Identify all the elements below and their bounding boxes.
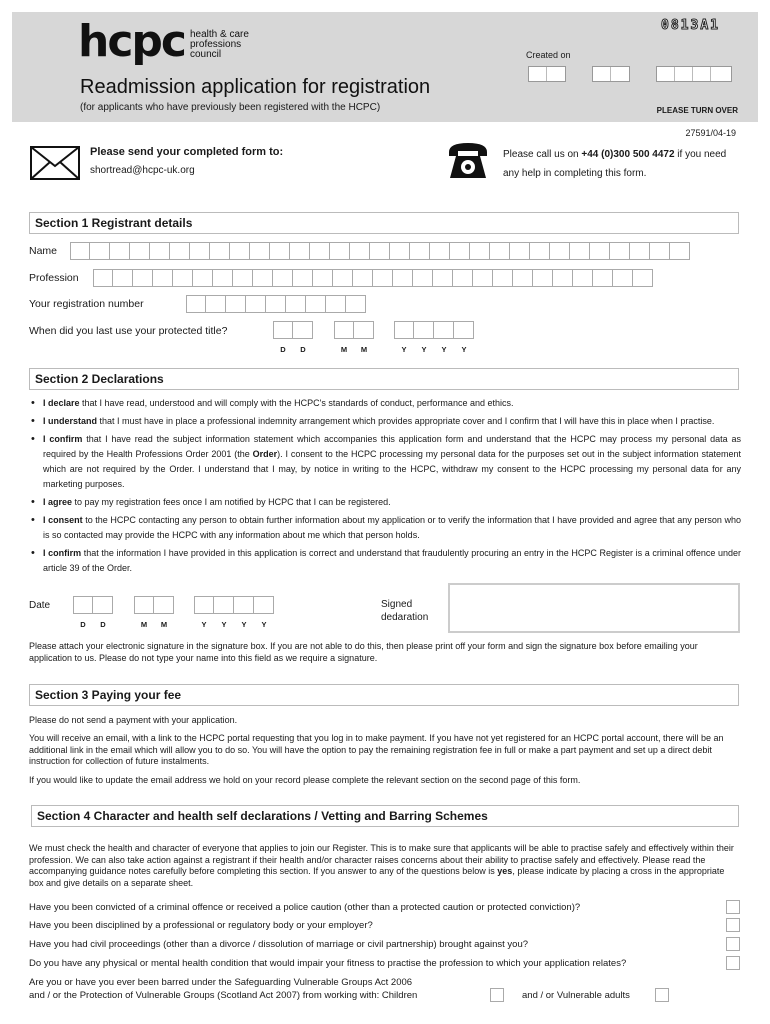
name-field[interactable] (70, 242, 690, 260)
question-health: Do you have any physical or mental health condition that would impair your fitness to practise the profession to which your application relates? (29, 958, 627, 969)
character-box[interactable] (390, 242, 410, 260)
declaration-year-letters: Y Y Y Y (201, 620, 267, 629)
payment-note-1: Please do not send a payment with your application. (29, 715, 238, 725)
help-phone-number: +44 (0)300 500 4472 (581, 149, 675, 160)
civil-checkbox[interactable] (726, 937, 740, 951)
hcpc-logo: hcpc (78, 16, 185, 67)
character-box[interactable] (190, 242, 210, 260)
turn-over-note: PLEASE TURN OVER (656, 106, 738, 115)
character-box[interactable] (286, 295, 306, 313)
section3-heading: Section 3 Paying your fee (29, 684, 739, 706)
character-box[interactable] (326, 295, 346, 313)
declaration-year-field[interactable] (194, 596, 274, 614)
character-box[interactable] (306, 295, 326, 313)
character-box[interactable] (414, 321, 434, 339)
name-label: Name (29, 245, 58, 257)
created-year-field[interactable] (656, 66, 732, 82)
telephone-icon (446, 140, 490, 182)
character-box[interactable] (430, 242, 450, 260)
character-box[interactable] (173, 269, 193, 287)
character-box[interactable] (711, 67, 729, 81)
character-box[interactable] (214, 596, 234, 614)
declarations-list (29, 396, 741, 579)
character-box[interactable] (210, 242, 230, 260)
page-subtitle: (for applicants who have previously been registered with the HCPC) (80, 102, 381, 113)
character-box[interactable] (670, 242, 690, 260)
character-box[interactable] (611, 67, 629, 81)
character-box[interactable] (313, 269, 333, 287)
last-use-day-letters: D D (280, 345, 306, 354)
page-title: Readmission application for registration (80, 76, 431, 98)
created-on-label: Created on (526, 50, 571, 60)
question-barred-line2: and / or the Protection of Vulnerable Groups (Scotland Act 2007) from working with: Children (29, 990, 418, 1001)
character-box[interactable] (633, 269, 653, 287)
question-disciplined: Have you been disciplined by a professional or regulatory body or your employer? (29, 920, 373, 931)
help-phone-text: Please call us on +44 (0)300 500 4472 if you need any help in completing this form. (503, 149, 727, 179)
character-box[interactable] (530, 242, 550, 260)
character-box[interactable] (110, 242, 130, 260)
character-box[interactable] (630, 242, 650, 260)
character-box[interactable] (433, 269, 453, 287)
character-box[interactable] (350, 242, 370, 260)
last-use-month-letters: M M (340, 345, 368, 354)
character-box[interactable] (230, 242, 250, 260)
character-box[interactable] (293, 321, 313, 339)
character-box[interactable] (553, 269, 573, 287)
character-box[interactable] (206, 295, 226, 313)
question-criminal: Have you been convicted of a criminal offence or received a police caution (other than a protected caution or protected conviction)? (29, 902, 581, 913)
form-reference: 27591/04-19 (685, 128, 736, 138)
character-box[interactable] (573, 269, 593, 287)
payment-note-3: If you would like to update the email address we hold on your record please complete the relevant section on the second page of this form. (29, 775, 581, 785)
character-box[interactable] (273, 269, 293, 287)
signature-note: Please attach your electronic signature in the signature box. If you are not able to do this, then please print off your form and sign the signature box before emailing your application to us. Please do not type your name into this field as we require a signature. (29, 641, 698, 663)
character-box[interactable] (330, 242, 350, 260)
character-box[interactable] (90, 242, 110, 260)
character-box[interactable] (490, 242, 510, 260)
character-box[interactable] (154, 596, 174, 614)
character-box[interactable] (547, 67, 565, 81)
character-box[interactable] (394, 321, 414, 339)
section4-intro: We must check the health and character of everyone that applies to join our Register. This is to make sure that applicants will be able to practise safely and effectively within their profession. We can also take action against a registrant if their health and/or character raises concerns about their ability to practise safely and effectively. Please read the accompanying guidance notes carefully before completing this section. If you answer to any of the questions below is yes, please indicate by placing a cross in the appropriate box and give details on a separate sheet. (29, 843, 734, 888)
character-box[interactable] (130, 242, 150, 260)
declaration-item: • I confirm that the information I have provided in this application is correct and understand that fraudulently procuring an entry in the HCPC Register is a criminal offence under article 39 of the Order. (29, 546, 741, 576)
declaration-month-letters: M M (140, 620, 168, 629)
header-band (12, 12, 758, 122)
last-use-month-field[interactable] (334, 321, 374, 339)
character-box[interactable] (234, 596, 254, 614)
character-box[interactable] (290, 242, 310, 260)
character-box[interactable] (273, 321, 293, 339)
form-code: 0813A1 (661, 18, 720, 33)
section4-heading: Section 4 Character and health self declarations / Vetting and Barring Schemes (31, 805, 739, 827)
character-box[interactable] (470, 242, 490, 260)
character-box[interactable] (570, 242, 590, 260)
profession-label: Profession (29, 272, 79, 284)
character-box[interactable] (293, 269, 313, 287)
character-box[interactable] (370, 242, 390, 260)
character-box[interactable] (657, 67, 675, 81)
character-box[interactable] (193, 269, 213, 287)
date-label: Date (29, 600, 51, 611)
character-box[interactable] (373, 269, 393, 287)
character-box[interactable] (246, 295, 266, 313)
character-box[interactable] (253, 269, 273, 287)
character-box[interactable] (250, 242, 270, 260)
character-box[interactable] (266, 295, 286, 313)
logo-subtitle: health & care professions council (190, 29, 249, 60)
character-box[interactable] (450, 242, 470, 260)
send-form-label: Please send your completed form to: (90, 146, 284, 158)
character-box[interactable] (226, 295, 246, 313)
character-box[interactable] (533, 269, 553, 287)
signature-box[interactable] (448, 583, 740, 633)
question-barred-line1: Are you or have you ever been barred under the Safeguarding Vulnerable Groups Act 2006 (29, 977, 413, 988)
character-box[interactable] (613, 269, 633, 287)
character-box[interactable] (473, 269, 493, 287)
character-box[interactable] (590, 242, 610, 260)
character-box[interactable] (93, 596, 113, 614)
character-box[interactable] (529, 67, 547, 81)
character-box[interactable] (186, 295, 206, 313)
character-box[interactable] (133, 269, 153, 287)
character-box[interactable] (454, 321, 474, 339)
created-day-field[interactable] (528, 66, 566, 82)
signed-declaration-label: Signed dedaration (381, 599, 429, 623)
criminal-checkbox[interactable] (726, 900, 740, 914)
character-box[interactable] (650, 242, 670, 260)
barred-children-checkbox[interactable] (490, 988, 504, 1002)
send-email-address: shortread@hcpc-uk.org (90, 165, 195, 176)
envelope-icon (30, 146, 80, 180)
character-box[interactable] (513, 269, 533, 287)
declaration-item: • I declare that I have read, understood and will comply with the HCPC's standards of conduct, performance and ethics. (29, 396, 741, 411)
character-box[interactable] (675, 67, 693, 81)
character-box[interactable] (70, 242, 90, 260)
character-box[interactable] (254, 596, 274, 614)
declaration-month-field[interactable] (134, 596, 174, 614)
registration-number-label: Your registration number (29, 298, 144, 310)
barred-adults-label: and / or Vulnerable adults (522, 990, 630, 1001)
character-box[interactable] (333, 269, 353, 287)
character-box[interactable] (310, 242, 330, 260)
character-box[interactable] (550, 242, 570, 260)
declaration-item: • I consent to the HCPC contacting any person to obtain further information about my application or to verify the information that I have provided and agree that any person who is so contacted may provide the HCPC with any information about me which that person holds. (29, 513, 741, 543)
last-use-year-letters: Y Y Y Y (401, 345, 467, 354)
character-box[interactable] (593, 269, 613, 287)
character-box[interactable] (233, 269, 253, 287)
last-use-label: When did you last use your protected title? (29, 325, 228, 337)
character-box[interactable] (353, 269, 373, 287)
declaration-day-letters: D D (80, 620, 106, 629)
character-box[interactable] (213, 269, 233, 287)
declaration-item: • I agree to pay my registration fees once I am notified by HCPC that I can be registered. (29, 495, 741, 510)
character-box[interactable] (153, 269, 173, 287)
character-box[interactable] (270, 242, 290, 260)
declaration-day-field[interactable] (73, 596, 113, 614)
character-box[interactable] (493, 269, 513, 287)
profession-field[interactable] (93, 269, 653, 287)
character-box[interactable] (354, 321, 374, 339)
payment-note-2: You will receive an email, with a link to the HCPC portal requesting that you log in to make payment. If you have not yet registered for an HCPC portal account, there will be an additional link in the email which will allow you to do so. You will have the option to pay the remaining registration fee in full or make a part payment and set up a direct debit instruction for collection of future instalments. (29, 733, 724, 766)
registration-number-field[interactable] (186, 295, 366, 313)
character-box[interactable] (113, 269, 133, 287)
section1-heading: Section 1 Registrant details (29, 212, 739, 234)
character-box[interactable] (410, 242, 430, 260)
character-box[interactable] (194, 596, 214, 614)
last-use-day-field[interactable] (273, 321, 313, 339)
character-box[interactable] (393, 269, 413, 287)
section2-heading: Section 2 Declarations (29, 368, 739, 390)
disciplined-checkbox[interactable] (726, 918, 740, 932)
character-box[interactable] (334, 321, 354, 339)
character-box[interactable] (693, 67, 711, 81)
question-civil: Have you had civil proceedings (other than a divorce / dissolution of marriage or civil partnership) brought against you? (29, 939, 529, 950)
character-box[interactable] (134, 596, 154, 614)
character-box[interactable] (93, 269, 113, 287)
declaration-item: • I understand that I must have in place a professional indemnity arrangement which provides appropriate cover and I confirm that I will have this in place when I practise. (29, 414, 741, 429)
character-box[interactable] (73, 596, 93, 614)
character-box[interactable] (593, 67, 611, 81)
declaration-item: • I confirm that I have read the subject information statement which accompanies this application form and understand that the HCPC may process my personal data as required by the Health Professions Order 2001 (the Order). I consent to the HCPC processing my personal data for the purposes set out in the subject information statement which are not required by the Order. I understand that I may, by notice in writing to the HCPC, withdraw my consent to the HCPC processing my personal data for any marketing purposes. (29, 432, 741, 492)
character-box[interactable] (434, 321, 454, 339)
character-box[interactable] (346, 295, 366, 313)
character-box[interactable] (170, 242, 190, 260)
barred-adults-checkbox[interactable] (655, 988, 669, 1002)
character-box[interactable] (510, 242, 530, 260)
character-box[interactable] (610, 242, 630, 260)
character-box[interactable] (453, 269, 473, 287)
created-month-field[interactable] (592, 66, 630, 82)
last-use-year-field[interactable] (394, 321, 474, 339)
character-box[interactable] (413, 269, 433, 287)
health-checkbox[interactable] (726, 956, 740, 970)
character-box[interactable] (150, 242, 170, 260)
